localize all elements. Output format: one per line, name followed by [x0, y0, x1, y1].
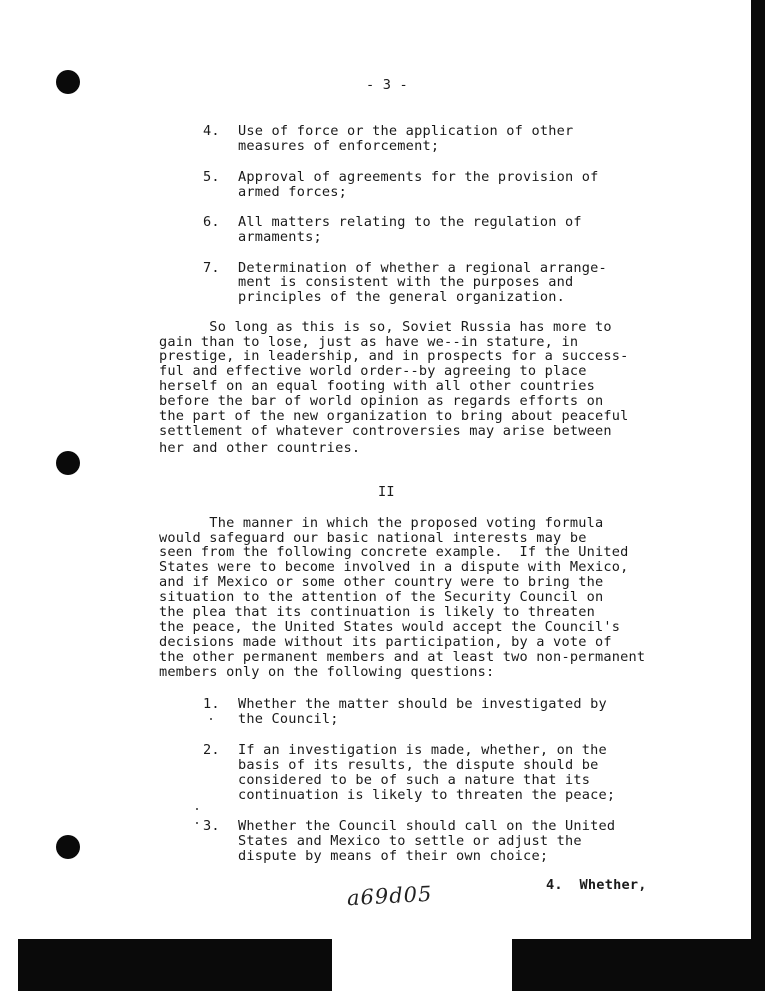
paragraph-line: and if Mexico or some other country were to bring the — [159, 574, 604, 590]
list-item-line: armaments; — [238, 229, 322, 245]
list-item-line: continuation is likely to threaten the peace; — [238, 787, 616, 803]
list-item-number: 4. — [203, 123, 220, 139]
list-item-line: Use of force or the application of other — [238, 123, 574, 139]
paragraph-line: seen from the following concrete example. If the United — [159, 544, 629, 560]
paragraph-line: herself on an equal footing with all other countries — [159, 378, 595, 394]
page-number: - 3 - — [366, 77, 408, 93]
list-item-number: 7. — [203, 260, 220, 276]
list-item-number: 3. — [203, 818, 220, 834]
paragraph-line: So long as this is so, Soviet Russia has more to — [159, 319, 612, 335]
scan-speck — [210, 718, 212, 720]
list-item-line: If an investigation is made, whether, on the — [238, 742, 607, 758]
handwritten-document-id: a69d05 — [346, 881, 433, 911]
paragraph-line: before the bar of world opinion as regards efforts on — [159, 393, 604, 409]
paragraph-line: gain than to lose, just as have we--in stature, in — [159, 334, 579, 350]
scan-bottom-right-bar — [512, 939, 751, 991]
paragraph-line: the plea that its continuation is likely to threaten — [159, 604, 595, 620]
list-item-number: 6. — [203, 214, 220, 230]
paragraph-line: the other permanent members and at least two non-permanent — [159, 649, 646, 665]
paragraph-line: would safeguard our basic national interests may be — [159, 530, 587, 546]
list-item-number: 2. — [203, 742, 220, 758]
list-item-line: principles of the general organization. — [238, 289, 565, 305]
list-item-line: Whether the matter should be investigated by — [238, 696, 607, 712]
section-heading: II — [378, 484, 395, 500]
list-item-line: All matters relating to the regulation of — [238, 214, 582, 230]
paragraph-line: prestige, in leadership, and in prospects for a success- — [159, 348, 629, 364]
list-item-line: basis of its results, the dispute should be — [238, 757, 599, 773]
paragraph-line: ful and effective world order--by agreeing to place — [159, 363, 587, 379]
list-item-line: Whether the Council should call on the United — [238, 818, 616, 834]
list-item-line: ment is consistent with the purposes and — [238, 274, 574, 290]
paragraph-line: The manner in which the proposed voting formula — [159, 515, 604, 531]
scan-speck — [196, 808, 198, 810]
list-item-line: measures of enforcement; — [238, 138, 440, 154]
scan-speck — [196, 822, 198, 824]
catchword: 4. Whether, — [546, 877, 647, 893]
list-item-number: 1. — [203, 696, 220, 712]
list-item-line: the Council; — [238, 711, 339, 727]
list-item-line: considered to be of such a nature that its — [238, 772, 591, 788]
paragraph-line: States were to become involved in a dispute with Mexico, — [159, 559, 629, 575]
paragraph-line: the peace, the United States would accept the Council's — [159, 619, 621, 635]
list-item-line: States and Mexico to settle or adjust the — [238, 833, 582, 849]
scan-bottom-left-bar — [18, 939, 332, 991]
list-item-line: armed forces; — [238, 184, 347, 200]
list-item-line: Approval of agreements for the provision of — [238, 169, 599, 185]
paragraph-line: the part of the new organization to bring about peaceful — [159, 408, 629, 424]
punch-hole-top — [56, 70, 80, 94]
punch-hole-bottom — [56, 835, 80, 859]
scan-right-edge — [751, 0, 765, 991]
list-item-line: Determination of whether a regional arrange- — [238, 260, 607, 276]
paragraph-line: decisions made without its participation, by a vote of — [159, 634, 612, 650]
paragraph-line: settlement of whatever controversies may arise between — [159, 423, 612, 439]
paragraph-line: members only on the following questions: — [159, 664, 495, 680]
paragraph-line: situation to the attention of the Security Council on — [159, 589, 604, 605]
list-item-number: 5. — [203, 169, 220, 185]
list-item-line: dispute by means of their own choice; — [238, 848, 549, 864]
punch-hole-middle — [56, 451, 80, 475]
paragraph-line: her and other countries. — [159, 440, 361, 456]
